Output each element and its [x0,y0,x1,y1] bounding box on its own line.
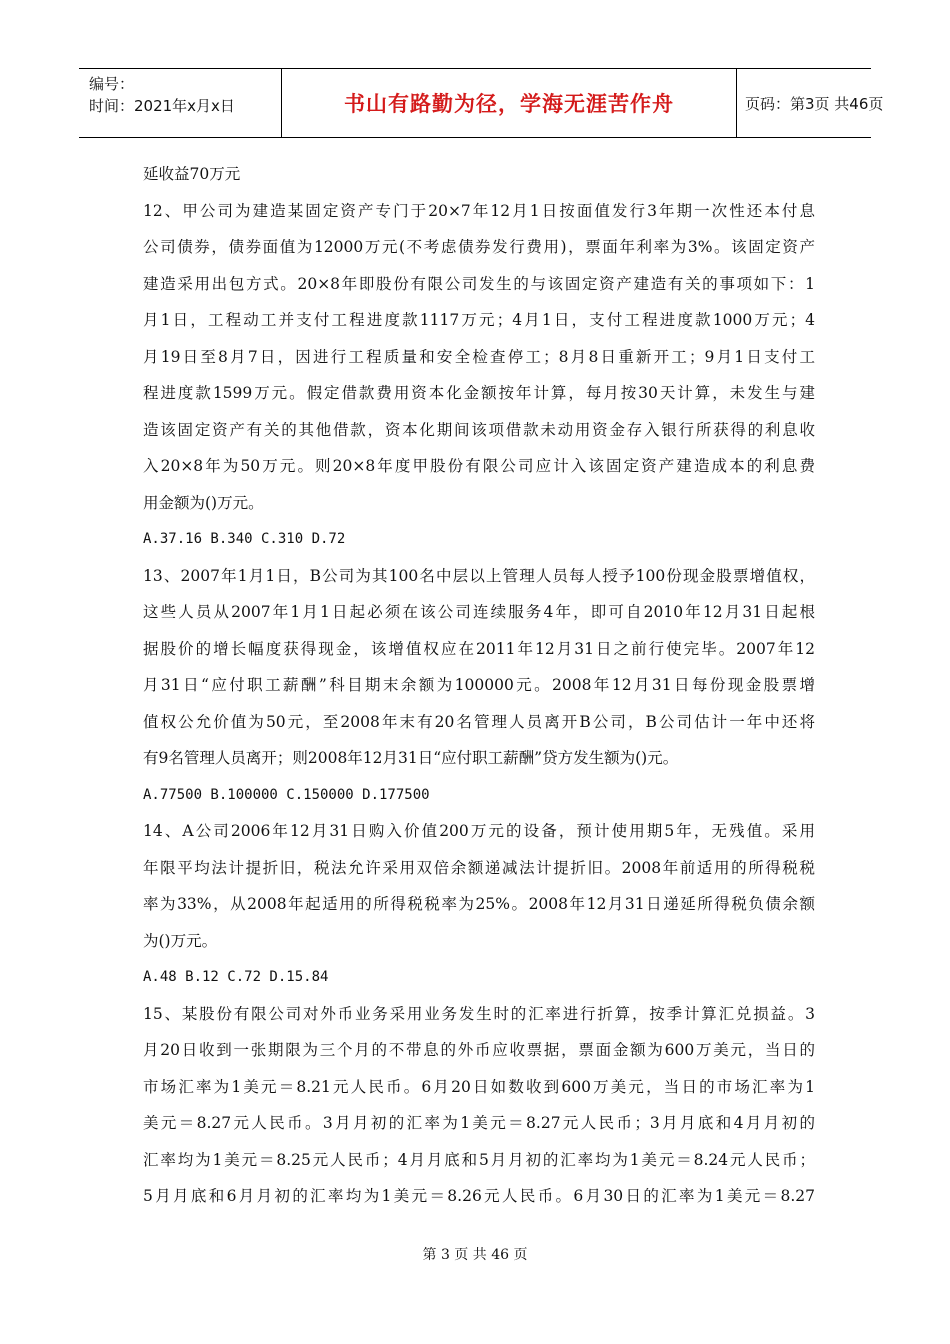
body-line: 为()万元。 [143,931,218,950]
motto-text: 书山有路勤为径，学海无涯苦作舟 [344,92,674,116]
page-footer: 第 3 页 共 46 页 [422,1247,528,1263]
body-line: 入20×8年为50万元。则20×8年度甲股份有限公司应计入该固定资产建造成本的利息费 [143,457,815,475]
header-left-cell [79,69,281,137]
header-motto-cell [281,69,737,137]
body-line: 14、A公司2006年12月31日购入价值200万元的设备，预计使用期5年，无残值。采用 [143,822,815,840]
header-page-cell [737,69,884,137]
header-page-info: 页码：第3页 共46页 [745,94,884,113]
body-line: 建造采用出包方式。20×8年即股份有限公司发生的与该固定资产建造有关的事项如下：1 [143,274,815,293]
body-line: 月19日至8月7日，因进行工程质量和安全检查停工；8月8日重新开工；9月1日支付工 [143,347,815,366]
body-line: 市场汇率为1美元＝8.21元人民币。6月20日如数收到600万美元，当日的市场汇率为1 [143,1077,815,1096]
body-line: 12、甲公司为建造某固定资产专门于20×7年12月1日按面值发行3年期一次性还本付息 [143,201,815,220]
body-line: 月20日收到一张期限为三个月的不带息的外币应收票据，票面金额为600万美元，当日的 [143,1041,815,1059]
body-line: 程进度款1599万元。假定借款费用资本化金额按年计算，每月按30天计算，未发生与建 [143,384,815,402]
document-time-label: 时间：2021年x月x日 [89,97,235,115]
body-line: 延收益70万元 [143,165,241,183]
body-line: 月1日，工程动工并支付工程进度款1117万元；4月1日，支付工程进度款1000万元；4 [143,311,815,329]
body-line: 这些人员从2007年1月1日起必须在该公司连续服务4年，即可自2010年12月31日起根 [143,603,815,621]
page-header [79,68,884,138]
body-line: 用金额为()万元。 [143,493,264,512]
body-line: 美元＝8.27元人民币。3月月初的汇率为1美元＝8.27元人民币；3月月底和4月月初的 [143,1114,815,1132]
document-number-label: 编号： [89,75,135,93]
body-line: 造该固定资产有关的其他借款，资本化期间该项借款未动用资金存入银行所获得的利息收 [143,420,815,439]
body-line: 5月月底和6月月初的汇率均为1美元＝8.26元人民币。6月30日的汇率为1美元＝8.27 [143,1187,815,1205]
body-line: 据股价的增长幅度获得现金，该增值权应在2011年12月31日之前行使完毕。2007年12 [143,639,815,658]
body-line: 公司债券，债券面值为12000万元(不考虑债券发行费用)，票面年利率为3%。该固定资产 [143,238,815,256]
answer-options: A.77500 B.100000 C.150000 D.177500 [143,786,430,803]
body-line: 汇率均为1美元＝8.25元人民币；4月月底和5月月初的汇率均为1美元＝8.24元人民币； [143,1150,815,1169]
answer-options: A.37.16 B.340 C.310 D.72 [143,531,346,547]
body-line: 率为33%，从2008年起适用的所得税税率为25%。2008年12月31日递延所得税负债余额 [143,895,815,913]
document-body [143,156,815,1215]
body-line: 月31日“应付职工薪酬”科目期末余额为100000元。2008年12月31日每份现金股票增 [143,676,815,694]
body-line: 13、2007年1月1日，B公司为其100名中层以上管理人员每人授予100份现金股票增值权， [143,566,815,585]
body-line: 有9名管理人员离开；则2008年12月31日“应付职工薪酬”贷方发生额为()元。 [143,749,679,767]
body-line: 值权公允价值为50元，至2008年末有20名管理人员离开B公司，B公司估计一年中还将 [143,712,815,731]
body-line: 15、某股份有限公司对外币业务采用业务发生时的汇率进行折算，按季计算汇兑损益。3 [143,1004,815,1023]
answer-options: A.48 B.12 C.72 D.15.84 [143,969,329,985]
body-line: 年限平均法计提折旧，税法允许采用双倍余额递减法计提折旧。2008年前适用的所得税税 [143,858,815,877]
